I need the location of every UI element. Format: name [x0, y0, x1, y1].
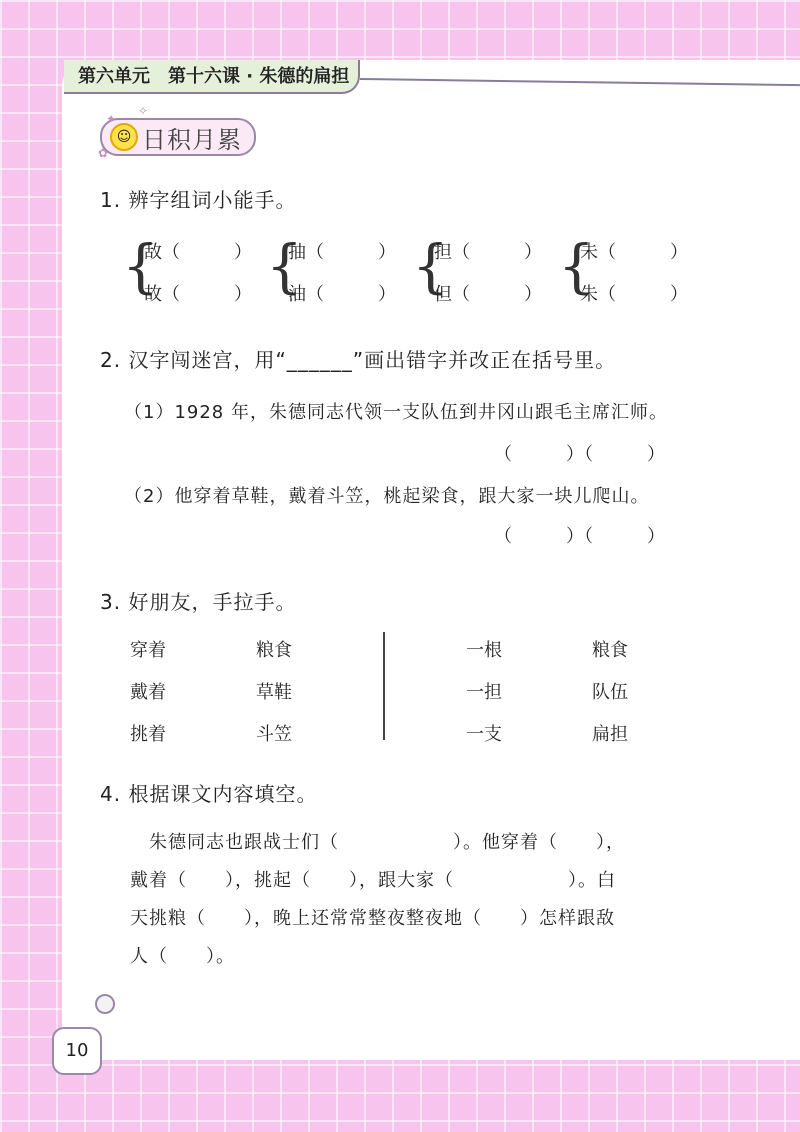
- section-badge: [100, 118, 256, 156]
- char-row: 未（ ）: [580, 242, 688, 263]
- char-group-2: [266, 232, 396, 305]
- match-item[interactable]: 一根: [466, 640, 502, 661]
- paragraph-line: 天挑粮（ ），晚上还常常整夜整夜地（ ）怎样跟敌: [130, 908, 615, 929]
- q2-sentence-1: （1）1928 年，朱德同志代领一支队伍到井冈山跟毛主席汇师。: [124, 402, 668, 423]
- flower-decoration-icon: ✿: [98, 146, 109, 160]
- char-row: 担（ ）: [434, 242, 542, 263]
- char-group-4: [558, 232, 688, 305]
- char-row: 朱（ ）: [580, 284, 688, 305]
- char-group-1: [122, 232, 252, 305]
- match-item[interactable]: 扁担: [592, 724, 628, 745]
- match-item[interactable]: 粮食: [256, 640, 292, 661]
- char-row: 抽（ ）: [288, 242, 396, 263]
- smiley-icon: ☺: [110, 123, 138, 151]
- char-row: 但（ ）: [434, 284, 542, 305]
- q2-answer-2[interactable]: （ ）（ ）: [494, 526, 665, 547]
- match-item[interactable]: 粮食: [592, 640, 628, 661]
- q2-answer-1[interactable]: （ ）（ ）: [494, 444, 665, 465]
- paragraph-line: 朱德同志也跟战士们（ ）。他穿着（ ），: [130, 832, 625, 853]
- section-title: [100, 118, 256, 156]
- match-item[interactable]: 斗笠: [256, 724, 292, 745]
- section-title-text: 日积月累: [142, 125, 242, 154]
- page-number: 10: [52, 1027, 102, 1075]
- char-row: 敌（ ）: [144, 242, 252, 263]
- pin-decoration-icon: [95, 994, 115, 1014]
- question-2-title: 2. 汉字闯迷宫，用“______”画出错字并改正在括号里。: [100, 348, 617, 372]
- brace: {: [412, 232, 449, 300]
- char-row: 油（ ）: [288, 284, 396, 305]
- brace: {: [122, 232, 159, 300]
- match-item[interactable]: 一支: [466, 724, 502, 745]
- paragraph-line: 人（ ）。: [130, 946, 235, 967]
- brace: {: [558, 232, 595, 300]
- unit-lesson-tab: 第六单元 第十六课 · 朱德的扁担: [64, 60, 360, 94]
- question-4-title: 4. 根据课文内容填空。: [100, 782, 318, 806]
- star-decoration-icon: ✦: [106, 112, 117, 126]
- match-item[interactable]: 穿着: [130, 640, 166, 661]
- sparkle-decoration-icon: ✧: [138, 104, 149, 118]
- match-item[interactable]: 草鞋: [256, 682, 292, 703]
- paragraph-line: 戴着（ ），挑起（ ），跟大家（ ）。白: [130, 870, 616, 891]
- match-item[interactable]: 一担: [466, 682, 502, 703]
- q2-sentence-2: （2）他穿着草鞋，戴着斗笠，桃起梁食，跟大家一块儿爬山。: [124, 486, 650, 507]
- question-1-title: 1. 辨字组词小能手。: [100, 188, 297, 212]
- match-item[interactable]: 挑着: [130, 724, 166, 745]
- brace: {: [266, 232, 303, 300]
- question-3-title: 3. 好朋友，手拉手。: [100, 590, 297, 614]
- char-row: 故（ ）: [144, 284, 252, 305]
- match-divider: [383, 632, 385, 740]
- match-item[interactable]: 戴着: [130, 682, 166, 703]
- char-group-3: [412, 232, 542, 305]
- match-item[interactable]: 队伍: [592, 682, 628, 703]
